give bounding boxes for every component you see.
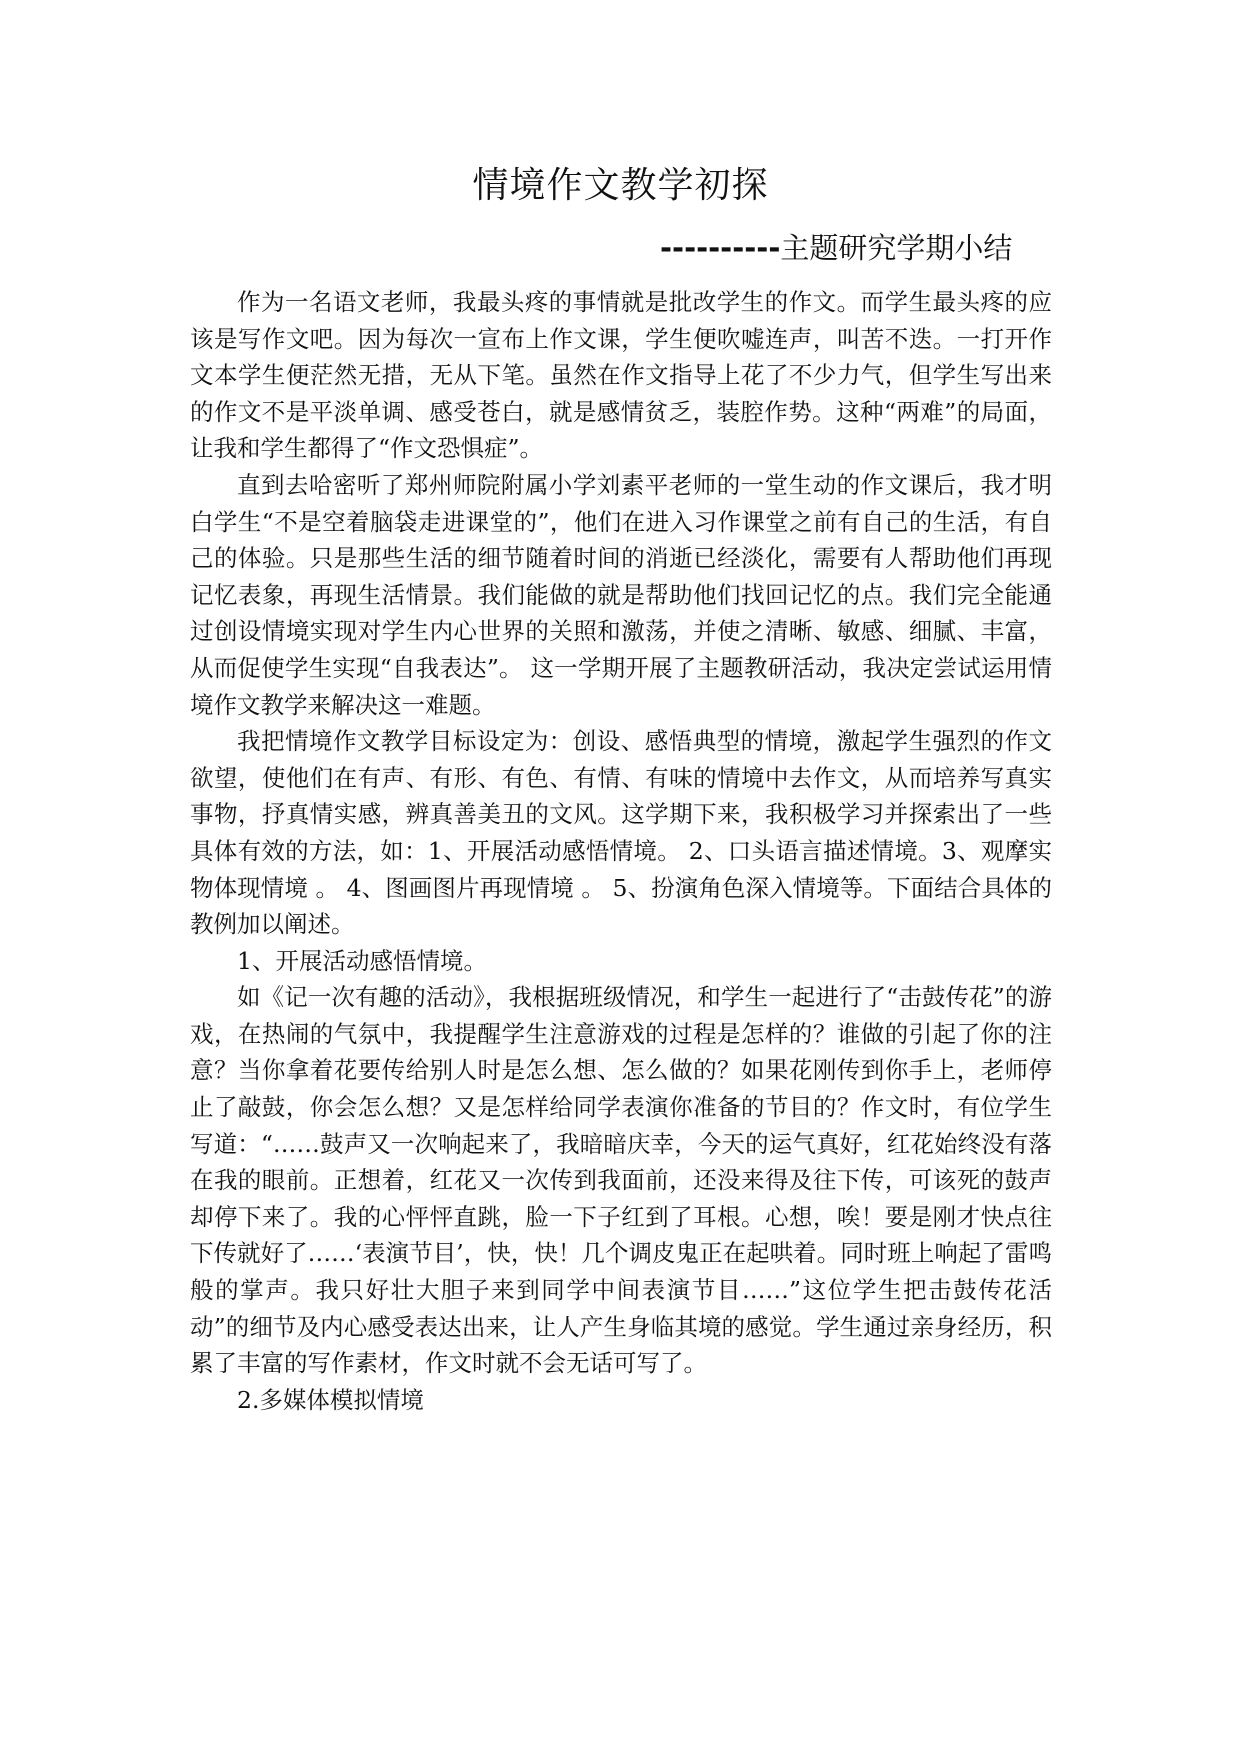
document-subtitle	[660, 228, 1080, 268]
paragraph-goals: 我把情境作文教学目标设定为：创设、感悟典型的情境，激起学生强烈的作文欲望，使他们在有声、有形、有色、有情、有味的情境中去作文，从而培养写真实事物，抒真情实感，辨真善美丑的文风。这学期下来，我积极学习并探索出了一些具体有效的方法，如：1、开展活动感悟情境。 2、口头语言描述情境。3、观摩实物体现情境 。 4、图画图片再现情境 。 5、扮演角色深入情境等。下面结合具体的教例加以阐述。	[190, 727, 1052, 939]
document-body	[190, 284, 1052, 1418]
paragraph-inspiration: 直到去哈密听了郑州师院附属小学刘素平老师的一堂生动的作文课后，我才明白学生“不是空着脑袋走进课堂的”，他们在进入习作课堂之前有自己的生活，有自己的体验。只是那些生活的细节随着时间的消逝已经淡化，需要有人帮助他们再现记忆表象，再现生活情景。我们能做的就是帮助他们找回记忆的点。我们完全能通过创设情境实现对学生内心世界的关照和激荡，并使之清晰、敏感、细腻、丰富，从而促使学生实现“自我表达”。 这一学期开展了主题教研活动，我决定尝试运用情境作文教学来解决这一难题。	[190, 470, 1052, 719]
paragraph-intro: 作为一名语文老师，我最头疼的事情就是批改学生的作文。而学生最头疼的应该是写作文吧。因为每次一宣布上作文课，学生便吹嘘连声，叫苦不迭。一打开作文本学生便茫然无措，无从下笔。虽然在作文指导上花了不少力气，但学生写出来的作文不是平淡单调、感受苍白，就是感情贫乏，装腔作势。这种“两难”的局面，让我和学生都得了“作文恐惧症”。	[190, 288, 1052, 463]
section-heading-2: 2.多媒体模拟情境	[237, 1385, 424, 1414]
subtitle-text: 主题研究学期小结	[780, 231, 1013, 265]
section-heading-1: 1、开展活动感悟情境。	[237, 946, 487, 975]
subtitle-dashes: ----------	[660, 231, 781, 265]
paragraph-example-activity: 如《记一次有趣的活动》，我根据班级情况，和学生一起进行了“击鼓传花”的游戏，在热闹的气氛中，我提醒学生注意游戏的过程是怎样的？谁做的引起了你的注意？当你拿着花要传给别人时是怎么想、怎么做的？如果花刚传到你手上，老师停止了敲鼓，你会怎么想？又是怎样给同学表演你准备的节目的？作文时，有位学生写道：“……鼓声又一次响起来了，我暗暗庆幸，今天的运气真好，红花始终没有落在我的眼前。正想着，红花又一次传到我面前，还没来得及往下传，可该死的鼓声却停下来了。我的心怦怦直跳，脸一下子红到了耳根。心想，唉！要是刚才快点往下传就好了……‘表演节目’，快，快！几个调皮鬼正在起哄着。同时班上响起了雷鸣般的掌声。我只好壮大胆子来到同学中间表演节目……”这位学生把击鼓传花活动”的细节及内心感受表达出来，让人产生身临其境的感觉。学生通过亲身经历，积累了丰富的写作素材，作文时就不会无话可写了。	[190, 983, 1052, 1378]
document-title: 情境作文教学初探	[472, 165, 769, 206]
